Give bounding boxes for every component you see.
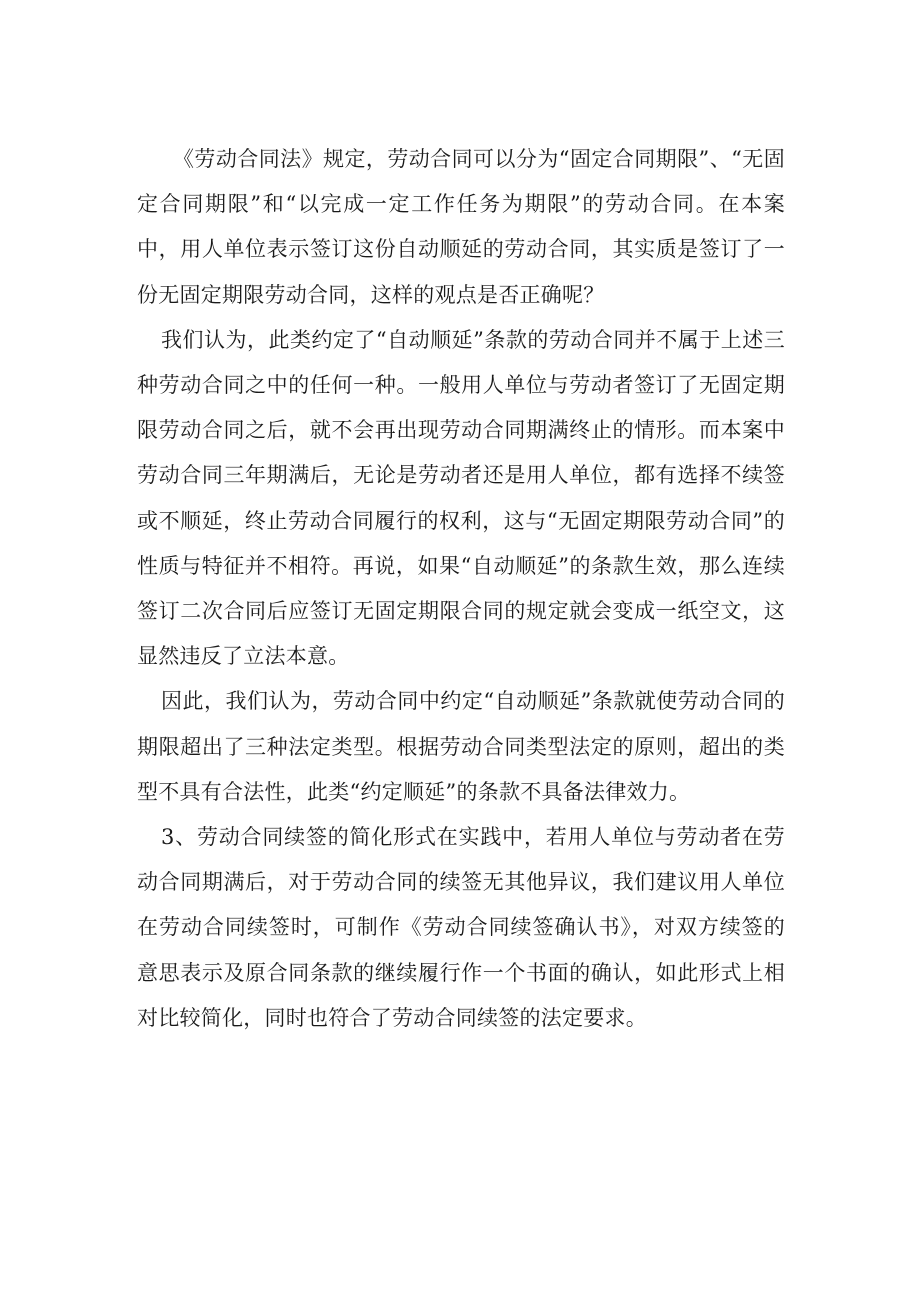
paragraph-renewal-simplified-form: 3、劳动合同续签的简化形式在实践中，若用人单位与劳动者在劳动合同期满后，对于劳动合同的续签无其他异议，我们建议用人单位在劳动合同续签时，可制作《劳动合同续签确认书》，对双方续签的意思表示及原合同条款的继续履行作一个书面的确认，如此形式上相对比较简化，同时也符合了劳动合同续签的法定要求。 bbox=[137, 825, 785, 1030]
paragraph-auto-extension-analysis: 我们认为，此类约定了“自动顺延”条款的劳动合同并不属于上述三种劳动合同之中的任何一种。一般用人单位与劳动者签订了无固定期限劳动合同之后，就不会再出现劳动合同期满终止的情形。而本案中劳动合同三年期满后，无论是劳动者还是用人单位，都有选择不续签或不顺延，终止劳动合同履行的权利，这与“无固定期限劳动合同”的性质与特征并不相符。再说，如果“自动顺延”的条款生效，那么连续签订二次合同后应签订无固定期限合同的规定就会变成一纸空文，这显然违反了立法本意。 bbox=[137, 327, 785, 669]
paragraph-conclusion: 因此，我们认为，劳动合同中约定“自动顺延”条款就使劳动合同的期限超出了三种法定类型。根据劳动合同类型法定的原则，超出的类型不具有合法性，此类“约定顺延”的条款不具备法律效力。 bbox=[137, 689, 785, 804]
paragraph-contract-types: 《劳动合同法》规定，劳动合同可以分为“固定合同期限”、“无固定合同期限”和“以完成一定工作任务为期限”的劳动合同。在本案中，用人单位表示签订这份自动顺延的劳动合同，其实质是签订了一份无固定期限劳动合同，这样的观点是否正确呢？ bbox=[137, 147, 785, 307]
document-body bbox=[137, 137, 785, 1041]
